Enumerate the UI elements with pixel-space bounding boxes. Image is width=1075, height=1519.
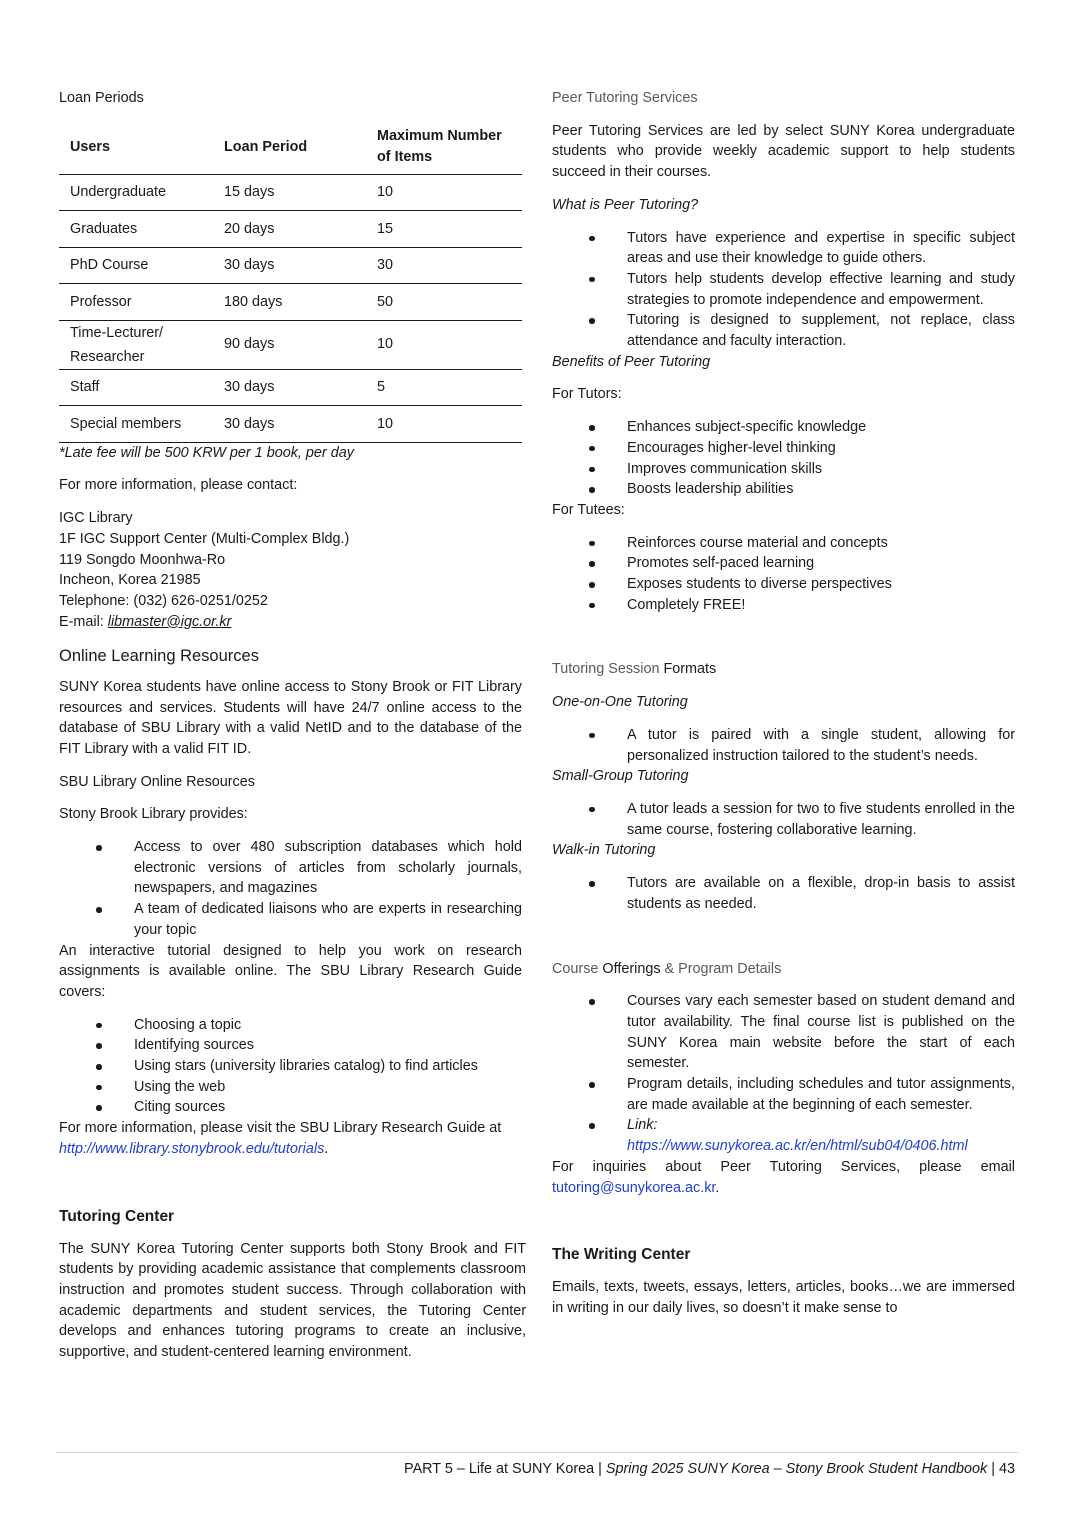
bullet-icon	[589, 582, 595, 588]
walk-in-heading: Walk-in Tutoring	[552, 842, 656, 859]
list-item: Completely FREE!	[552, 595, 1015, 616]
cell-max: 30	[366, 247, 522, 284]
contact-intro: For more information, please contact:	[59, 477, 298, 494]
list-item: Link: https://www.sunykorea.ac.kr/en/html/sub04/0406.html	[552, 1115, 1015, 1156]
provides-list	[59, 837, 522, 941]
address-line: IGC Library	[59, 510, 133, 527]
list-item: A team of dedicated liaisons who are experts in researching your topic	[59, 899, 522, 940]
bullet-icon	[589, 318, 595, 324]
loan-periods-title: Loan Periods	[59, 90, 144, 106]
list-item: Using stars (university libraries catalog) to find articles	[59, 1056, 522, 1077]
tutoring-email-link[interactable]: tutoring@sunykorea.ac.kr	[552, 1179, 716, 1196]
email-link[interactable]: libmaster@igc.or.kr	[107, 613, 232, 630]
writing-center-heading: The Writing Center	[552, 1246, 691, 1264]
one-on-one-heading: One-on-One Tutoring	[552, 694, 688, 711]
bullet-icon	[589, 236, 595, 242]
bullet-icon	[589, 487, 595, 493]
telephone: Telephone: (032) 626-0251/0252	[59, 592, 268, 609]
table-row	[59, 284, 522, 321]
list-item: Reinforces course material and concepts	[552, 533, 1015, 554]
for-tutors-label: For Tutors:	[552, 386, 622, 403]
cell-period: 20 days	[213, 211, 366, 248]
cell-period: 15 days	[213, 174, 366, 211]
bullet-icon	[589, 1082, 595, 1088]
cell-period: 30 days	[213, 406, 366, 443]
bullet-icon	[96, 845, 102, 851]
table-row	[59, 320, 522, 369]
header-loan-period: Loan Period	[213, 121, 366, 175]
bullet-icon	[589, 446, 595, 452]
cell-user: Professor	[59, 284, 213, 321]
tutorial-text: An interactive tutorial designed to help you work on research assignments is available online. The SBU Library Research Guide covers:	[59, 942, 522, 1000]
list-item: Citing sources	[59, 1097, 522, 1118]
online-resources-heading: Online Learning Resources	[59, 646, 259, 665]
bullet-icon	[589, 603, 595, 609]
bullet-icon	[589, 1123, 595, 1129]
contact-address	[59, 508, 522, 632]
tutoring-center-body: The SUNY Korea Tutoring Center supports both Stony Brook and FIT students by providing academic assistance that complements classroom instruction and promotes student success. Through collaboration with academic departments and student services, the Tutoring Center develops and enhances tutoring programs to create an inclusive, supportive, and student-centered learning environment.	[59, 1240, 526, 1361]
cell-user: Time-Lecturer/ Researcher	[59, 320, 213, 369]
address-line: 119 Songdo Moonhwa-Ro	[59, 551, 226, 568]
cell-period: 30 days	[213, 247, 366, 284]
table-row	[59, 211, 522, 248]
bullet-icon	[589, 807, 595, 813]
right-column	[552, 88, 1015, 1319]
tutors-list	[552, 417, 1015, 500]
bullet-icon	[589, 881, 595, 887]
address-line: 1F IGC Support Center (Multi-Complex Bldg.)	[59, 530, 350, 547]
sbu-online-heading: SBU Library Online Resources	[59, 773, 255, 790]
bullet-icon	[96, 1023, 102, 1029]
benefits-heading: Benefits of Peer Tutoring	[552, 353, 711, 370]
what-is-heading: What is Peer Tutoring?	[552, 196, 699, 213]
list-item: Tutors help students develop effective learning and study strategies to promote independence and empowerment.	[552, 269, 1015, 310]
one-on-one-list	[552, 725, 1015, 766]
bullet-icon	[96, 1043, 102, 1049]
course-offerings-heading: Course Offerings & Program Details	[552, 960, 782, 977]
list-item: Improves communication skills	[552, 459, 1015, 480]
guide-list	[59, 1015, 522, 1119]
cell-period: 180 days	[213, 284, 366, 321]
list-item: Boosts leadership abilities	[552, 479, 1015, 500]
list-item: Tutors are available on a flexible, drop-in basis to assist students as needed.	[552, 873, 1015, 914]
bullet-icon	[589, 999, 595, 1005]
list-item: Enhances subject-specific knowledge	[552, 417, 1015, 438]
cell-user: Staff	[59, 369, 213, 406]
loan-periods-table	[59, 121, 522, 443]
footer-divider	[56, 1452, 1019, 1453]
list-item: Choosing a topic	[59, 1015, 522, 1036]
cell-max: 10	[366, 320, 522, 369]
bullet-icon	[96, 1105, 102, 1111]
table-header-row	[59, 121, 522, 175]
footer-handbook-title: Spring 2025 SUNY Korea – Stony Brook Student Handbook	[605, 1461, 988, 1477]
what-list	[552, 228, 1015, 352]
small-group-heading: Small-Group Tutoring	[552, 768, 689, 785]
bullet-icon	[96, 1064, 102, 1070]
email-line: E-mail: libmaster@igc.or.kr	[59, 613, 232, 630]
list-item: Encourages higher-level thinking	[552, 438, 1015, 459]
provides-label: Stony Brook Library provides:	[59, 806, 248, 823]
left-column	[59, 88, 526, 1363]
list-item: Tutoring is designed to supplement, not replace, class attendance and faculty interaction.	[552, 310, 1015, 351]
writing-center-body: Emails, texts, tweets, essays, letters, articles, books…we are immersed in writing in our daily lives, so doesn’t it make sense to	[552, 1279, 1015, 1316]
bullet-icon	[589, 467, 595, 473]
bullet-icon	[589, 541, 595, 547]
list-item: A tutor leads a session for two to five students enrolled in the same course, fostering collaborative learning.	[552, 799, 1015, 840]
list-item: Tutors have experience and expertise in specific subject areas and use their knowledge to guide others.	[552, 228, 1015, 269]
header-users: Users	[59, 121, 213, 175]
small-group-list	[552, 799, 1015, 840]
cell-max: 10	[366, 174, 522, 211]
list-item: Promotes self-paced learning	[552, 553, 1015, 574]
cell-user: Graduates	[59, 211, 213, 248]
sunykorea-link[interactable]: https://www.sunykorea.ac.kr/en/html/sub04/0406.html	[627, 1138, 968, 1155]
header-max-items: Maximum Number of Items	[366, 121, 522, 175]
list-item: Exposes students to diverse perspectives	[552, 574, 1015, 595]
walk-in-list	[552, 873, 1015, 914]
table-row	[59, 247, 522, 284]
more-info-text: For more information, please visit the SBU Library Research Guide at http://www.library.stonybrook.edu/tutorials.	[59, 1120, 502, 1157]
table-row	[59, 174, 522, 211]
cell-user: Special members	[59, 406, 213, 443]
list-item: Program details, including schedules and tutor assignments, are made available at the beginning of each semester.	[552, 1074, 1015, 1115]
offerings-list	[552, 991, 1015, 1157]
cell-period: 90 days	[213, 320, 366, 369]
inquiry-text: For inquiries about Peer Tutoring Services, please email tutoring@sunykorea.ac.kr.	[552, 1158, 1015, 1196]
list-item: Using the web	[59, 1077, 522, 1098]
bullet-icon	[589, 425, 595, 431]
for-tutees-label: For Tutees:	[552, 501, 625, 518]
research-guide-link[interactable]: http://www.library.stonybrook.edu/tutorials	[59, 1140, 325, 1157]
page-number: | 43	[987, 1461, 1015, 1477]
cell-period: 30 days	[213, 369, 366, 406]
online-intro: SUNY Korea students have online access to Stony Brook or FIT Library resources and services. Students will have 24/7 online access to the database of SBU Library with a valid NetID and to the database of the FIT Library with a valid FIT ID.	[59, 678, 522, 757]
tutees-list	[552, 533, 1015, 616]
list-item: A tutor is paired with a single student, allowing for personalized instruction tailored to the student’s needs.	[552, 725, 1015, 766]
cell-max: 50	[366, 284, 522, 321]
list-item: Identifying sources	[59, 1035, 522, 1056]
footer-part: PART 5 – Life at SUNY Korea |	[404, 1461, 606, 1477]
session-formats-heading: Tutoring Session Formats	[552, 661, 717, 678]
bullet-icon	[589, 561, 595, 567]
cell-max: 10	[366, 406, 522, 443]
peer-intro: Peer Tutoring Services are led by select SUNY Korea undergraduate students who provide weekly academic support to help students succeed in their courses.	[552, 122, 1015, 181]
cell-user: Undergraduate	[59, 174, 213, 211]
bullet-icon	[589, 277, 595, 283]
bullet-icon	[589, 733, 595, 739]
bullet-icon	[96, 907, 102, 913]
table-row	[59, 369, 522, 406]
peer-tutoring-heading: Peer Tutoring Services	[552, 90, 698, 106]
list-item: Courses vary each semester based on student demand and tutor availability. The final course list is published on the SUNY Korea main website before the start of each semester.	[552, 991, 1015, 1074]
address-line: Incheon, Korea 21985	[59, 572, 201, 589]
page-footer	[404, 1459, 1015, 1480]
table-row	[59, 406, 522, 443]
tutoring-center-heading: Tutoring Center	[59, 1207, 175, 1225]
bullet-icon	[96, 1085, 102, 1091]
late-fee-note: *Late fee will be 500 KRW per 1 book, per day	[59, 444, 354, 461]
cell-max: 5	[366, 369, 522, 406]
cell-max: 15	[366, 211, 522, 248]
list-item: Access to over 480 subscription databases which hold electronic versions of articles from scholarly journals, newspapers, and magazines	[59, 837, 522, 899]
cell-user: PhD Course	[59, 247, 213, 284]
